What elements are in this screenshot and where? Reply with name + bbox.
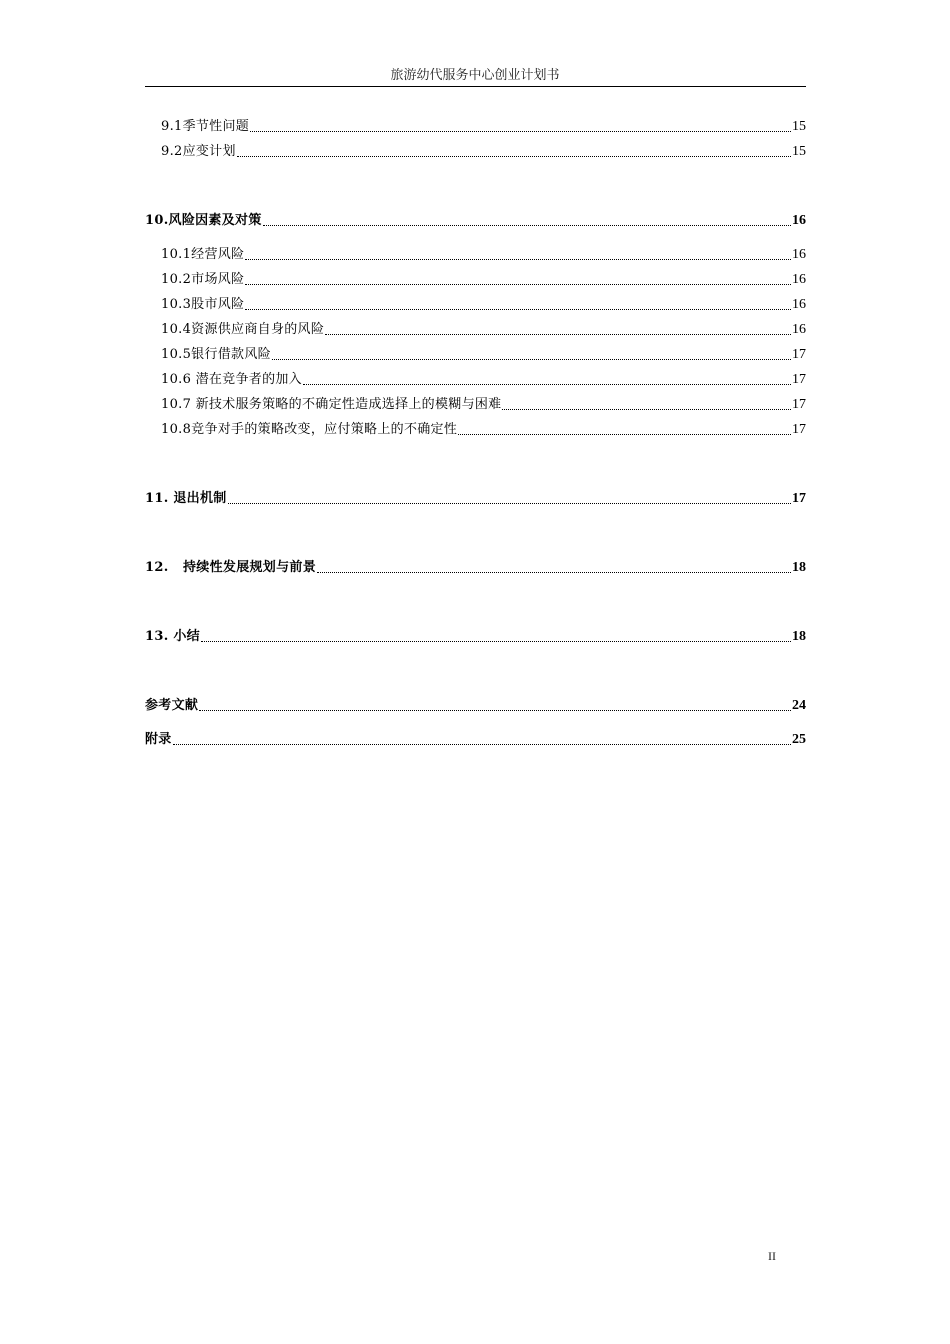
toc-entry-title: 10.2市场风险 xyxy=(161,272,245,287)
toc-entry-title: 10.5银行借款风险 xyxy=(161,347,271,362)
toc-leader-dots xyxy=(502,408,791,410)
toc-leader-dots xyxy=(263,224,791,226)
toc-entry-title: 9.1季节性问题 xyxy=(161,119,250,134)
toc-entry[interactable] xyxy=(145,212,806,230)
toc-entry-title: 13. 小结 xyxy=(145,629,200,644)
toc-entry-page: 25 xyxy=(792,732,806,747)
toc-leader-dots xyxy=(201,640,791,642)
toc-leader-dots xyxy=(303,383,791,385)
toc-leader-dots xyxy=(250,130,791,132)
toc-entry-title: 10.1经营风险 xyxy=(161,247,245,262)
toc-entry-page: 17 xyxy=(792,422,806,437)
toc-entry-page: 16 xyxy=(792,247,806,262)
toc-entry-title: 10.3股市风险 xyxy=(161,297,245,312)
toc-entry[interactable] xyxy=(161,296,806,314)
toc-entry[interactable] xyxy=(145,731,806,749)
toc-leader-dots xyxy=(245,258,791,260)
toc-leader-dots xyxy=(173,743,791,745)
toc-entry[interactable] xyxy=(161,421,806,439)
toc-leader-dots xyxy=(458,433,791,435)
toc-entry[interactable] xyxy=(161,371,806,389)
toc-entry[interactable] xyxy=(161,321,806,339)
toc-entry-page: 18 xyxy=(792,560,806,575)
toc-entry[interactable] xyxy=(161,346,806,364)
page-header: 旅游幼代服务中心创业计划书 xyxy=(390,68,560,83)
toc-entry-page: 15 xyxy=(792,119,806,134)
toc-entry-page: 15 xyxy=(792,144,806,159)
toc-entry-page: 16 xyxy=(792,213,806,228)
toc-entry-title: 12. 持续性发展规划与前景 xyxy=(145,560,316,575)
toc-entry[interactable] xyxy=(161,396,806,414)
toc-entry[interactable] xyxy=(161,143,806,161)
toc-entry-page: 18 xyxy=(792,629,806,644)
toc-leader-dots xyxy=(245,308,791,310)
toc-entry-title: 附录 xyxy=(145,732,172,747)
toc-entry-page: 17 xyxy=(792,347,806,362)
toc-entry-title: 10.7 新技术服务策略的不确定性造成选择上的模糊与困难 xyxy=(161,397,502,412)
toc-entry-title: 10.8竞争对手的策略改变，应付策略上的不确定性 xyxy=(161,422,458,437)
toc-entry-title: 10.4资源供应商自身的风险 xyxy=(161,322,325,337)
toc-entry-title: 10.风险因素及对策 xyxy=(145,213,262,228)
toc-entry-page: 16 xyxy=(792,297,806,312)
toc-leader-dots xyxy=(199,709,791,711)
toc-entry[interactable] xyxy=(145,697,806,715)
toc-entry-page: 16 xyxy=(792,272,806,287)
toc-entry-title: 10.6 潜在竞争者的加入 xyxy=(161,372,302,387)
toc-entry[interactable] xyxy=(145,490,806,508)
toc-leader-dots xyxy=(237,155,791,157)
toc-entry[interactable] xyxy=(161,246,806,264)
toc-entry-page: 24 xyxy=(792,698,806,713)
toc-leader-dots xyxy=(245,283,791,285)
toc-leader-dots xyxy=(228,502,791,504)
toc-entry-page: 16 xyxy=(792,322,806,337)
toc-entry[interactable] xyxy=(145,559,806,577)
header-rule xyxy=(145,86,806,87)
toc-entry-page: 17 xyxy=(792,491,806,506)
toc-entry-title: 11. 退出机制 xyxy=(145,491,227,506)
toc-entry[interactable] xyxy=(161,118,806,136)
toc-leader-dots xyxy=(325,333,791,335)
toc-leader-dots xyxy=(272,358,791,360)
toc-entry-title: 参考文献 xyxy=(145,698,199,713)
toc-leader-dots xyxy=(317,571,791,573)
toc-entry[interactable] xyxy=(161,271,806,289)
toc-entry[interactable] xyxy=(145,628,806,646)
toc-entry-page: 17 xyxy=(792,372,806,387)
toc-entry-page: 17 xyxy=(792,397,806,412)
page-number: II xyxy=(768,1249,776,1263)
toc-entry-title: 9.2应变计划 xyxy=(161,144,236,159)
